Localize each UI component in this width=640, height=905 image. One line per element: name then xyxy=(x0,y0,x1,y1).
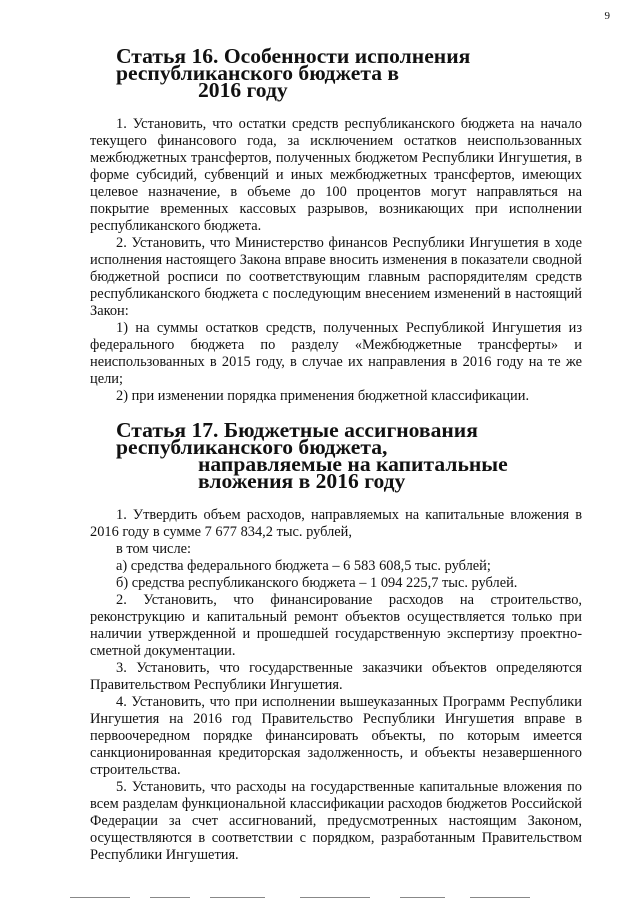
article-17-title-line1: Статья 17. Бюджетные ассигнования республиканского бюджета, xyxy=(116,418,478,459)
article-17-paragraph-5: 2. Установить, что финансирование расходов на строительство, реконструкцию и капитальный ремонт объектов осуществляется только при наличии утвержденной и прошедшей государственную экспертизу проектно-сметной документации. xyxy=(90,592,582,659)
article-16-title-line1: Статья 16. Особенности исполнения республиканского бюджета в xyxy=(116,44,471,85)
article-16-paragraph-1: 1. Установить, что остатки средств республиканского бюджета на начало текущего финансового года, за исключением остатков неиспользованных межбюджетных трансфертов, полученных бюджетом Республики Ингушетия, в форме субсидий, субвенций и иных межбюджетных трансфертов, имеющих целевое назначение, в объеме до 100 процентов могут направляться на покрытие временных кассовых разрывов, возникающих при исполнении республиканского бюджета. xyxy=(90,116,582,234)
article-16-title-line2: 2016 году xyxy=(198,78,288,102)
article-16-paragraph-2: 2. Установить, что Министерство финансов Республики Ингушетия в ходе исполнения настоящего Закона вправе вносить изменения в показатели сводной бюджетной росписи по соответствующим главным распорядителям средств республиканского бюджета с последующим внесением изменений в настоящий Закон: xyxy=(90,235,582,319)
page-number: 9 xyxy=(604,10,610,22)
article-17-paragraph-4: б) средства республиканского бюджета – 1 094 225,7 тыс. рублей. xyxy=(116,575,518,591)
article-17-title xyxy=(90,418,582,493)
article-17-paragraph-6: 3. Установить, что государственные заказчики объектов определяются Правительством Республики Ингушетия. xyxy=(90,660,582,693)
document-body xyxy=(90,44,582,864)
article-17-paragraph-8: 5. Установить, что расходы на государственные капитальные вложения по всем разделам функциональной классификации расходов бюджетов Российской Федерации за счет ассигнований, предусмотренных настоящим Законом, осуществляются в соответствии с порядком, разработанным Правительством Республики Ингушетия. xyxy=(90,779,582,863)
article-17-paragraph-2: в том числе: xyxy=(116,541,192,557)
article-16-paragraph-3: 1) на суммы остатков средств, полученных Республикой Ингушетия из федерального бюджета по разделу «Межбюджетные трансферты» и неиспользованных в 2015 году, в случае их направления в 2016 году на те же цели; xyxy=(90,320,582,387)
article-16-paragraph-4: 2) при изменении порядка применения бюджетной классификации. xyxy=(116,388,530,404)
scan-edge-marks xyxy=(0,897,640,899)
article-16-title xyxy=(90,44,582,102)
article-17-paragraph-1: 1. Утвердить объем расходов, направляемых на капитальные вложения в 2016 году в сумме 7 677 834,2 тыс. рублей, xyxy=(90,507,582,540)
article-17-paragraph-3: а) средства федерального бюджета – 6 583 608,5 тыс. рублей; xyxy=(116,558,491,574)
article-17-paragraph-7: 4. Установить, что при исполнении вышеуказанных Программ Республики Ингушетия на 2016 год Правительство Республики Ингушетия вправе в первоочередном порядке финансировать объекты, по которым имеется санкционированная кредиторская задолженность, и объекты незавершенного строительства. xyxy=(90,694,582,778)
article-17-title-line2: направляемые на капитальные вложения в 2016 году xyxy=(198,452,508,493)
